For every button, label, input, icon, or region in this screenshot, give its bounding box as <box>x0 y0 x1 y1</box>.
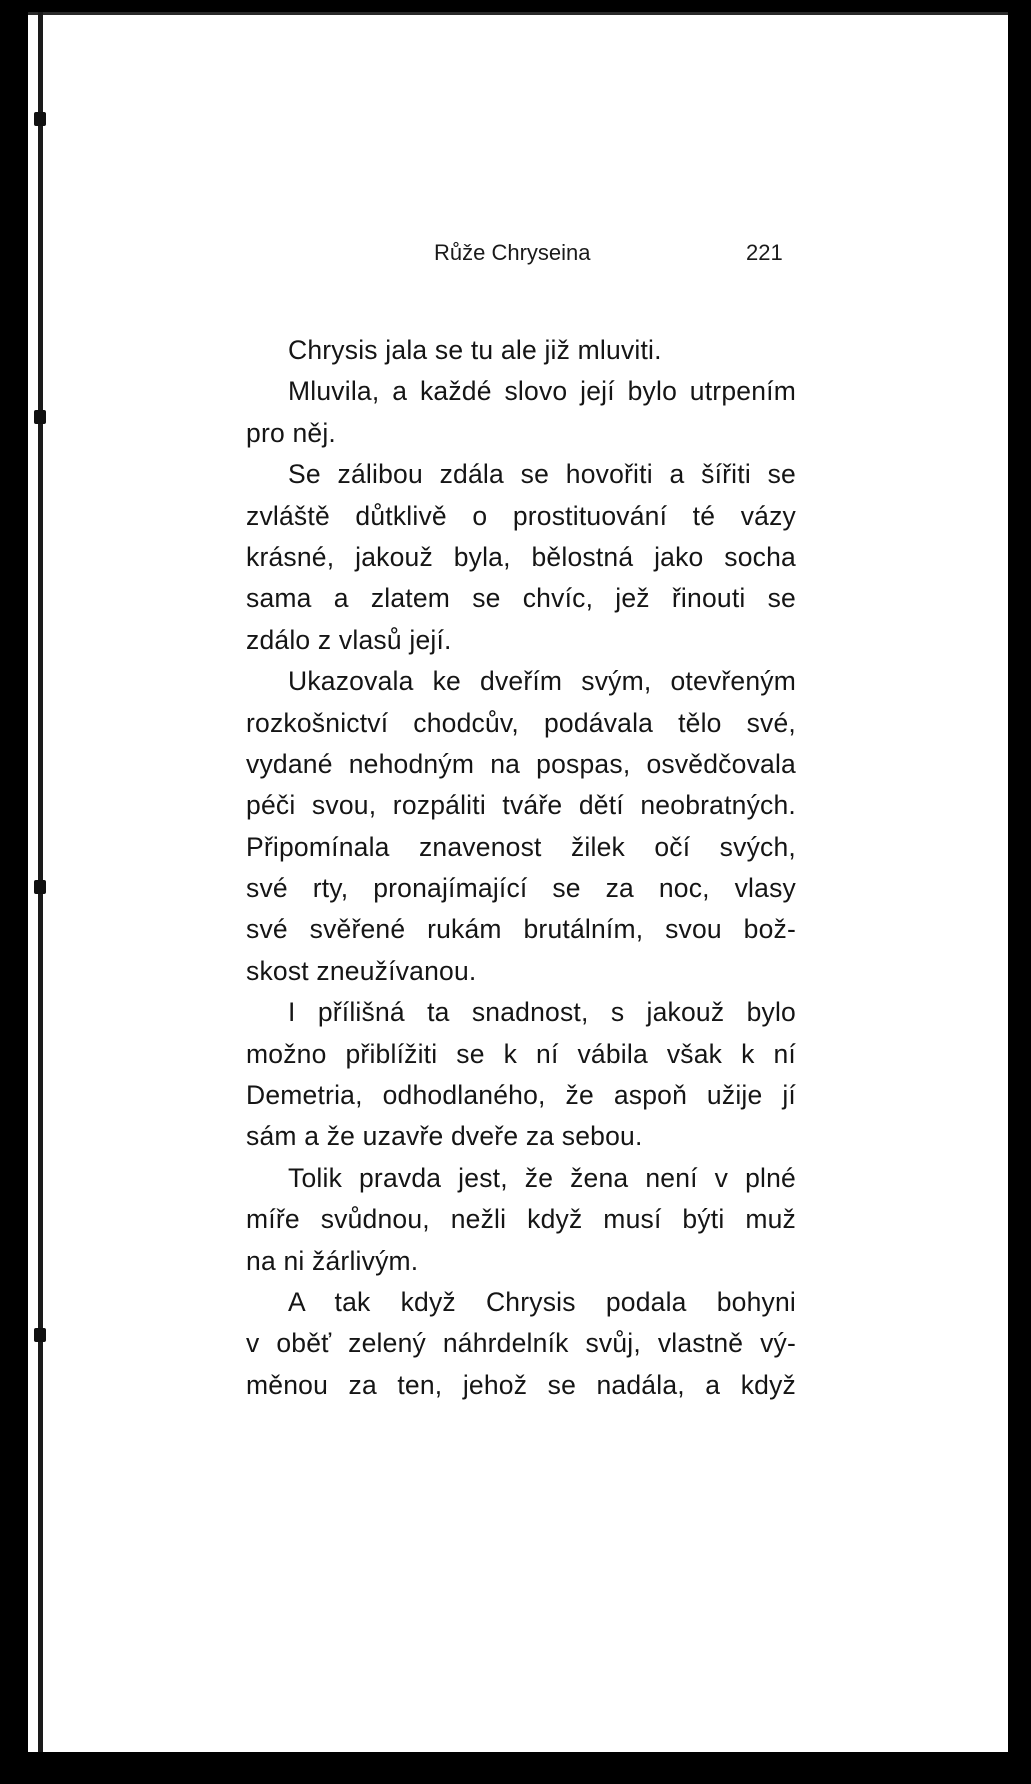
text-line: zvláště důtklivě o prostituování té vázy <box>246 500 796 531</box>
text-line: v oběť zelený náhrdelník svůj, vlastně vý- <box>246 1328 796 1359</box>
book-page <box>28 12 1008 1752</box>
text-line: Ukazovala ke dveřím svým, otevřeným <box>288 666 796 697</box>
binding-mark <box>34 1328 46 1342</box>
text-line: skost zneužívanou. <box>246 955 477 986</box>
text-line: sama a zlatem se chvíc, jež řinouti se <box>246 583 796 614</box>
text-line: Chrysis jala se tu ale již mluviti. <box>288 335 662 365</box>
text-line: své rty, pronajímající se za noc, vlasy <box>246 873 796 904</box>
text-line: možno přiblížiti se k ní vábila však k ní <box>246 1038 796 1069</box>
text-line: péči svou, rozpáliti tváře dětí neobratných. <box>246 790 796 821</box>
binding-mark <box>34 880 46 894</box>
running-title: Růže Chryseina <box>434 240 591 265</box>
text-line: Připomínala znavenost žilek očí svých, <box>246 831 796 862</box>
binding-mark <box>34 410 46 424</box>
text-line: sám a že uzavře dveře za sebou. <box>246 1121 643 1152</box>
text-line: krásné, jakouž byla, bělostná jako socha <box>246 541 796 572</box>
text-line: pro něj. <box>246 417 336 448</box>
text-line: Demetria, odhodlaného, že aspoň užije jí <box>246 1080 796 1111</box>
text-line: měnou za ten, jehož se nadála, a když <box>246 1369 796 1400</box>
page-top-edge <box>28 12 1008 15</box>
text-line: rozkošnictví chodcův, podávala tělo své, <box>246 707 796 738</box>
text-line: své svěřené rukám brutálním, svou bož- <box>246 914 796 945</box>
text-line: Se zálibou zdála se hovořiti a šířiti se <box>288 459 796 490</box>
text-line: Mluvila, a každé slovo její bylo utrpením <box>288 376 796 407</box>
text-line: A tak když Chrysis podala bohyni <box>288 1286 796 1317</box>
text-line: vydané nehodným na pospas, osvědčovala <box>246 748 796 779</box>
text-line: na ni žárlivým. <box>246 1245 419 1276</box>
body-text <box>246 330 796 1406</box>
page-number: 221 <box>746 240 783 265</box>
binding-mark <box>34 112 46 126</box>
text-line: I přílišná ta snadnost, s jakouž bylo <box>288 997 796 1028</box>
text-line: míře svůdnou, nežli když musí býti muž <box>246 1204 796 1235</box>
text-line: Tolik pravda jest, že žena není v plné <box>288 1162 796 1193</box>
text-line: zdálo z vlasů její. <box>246 624 452 655</box>
